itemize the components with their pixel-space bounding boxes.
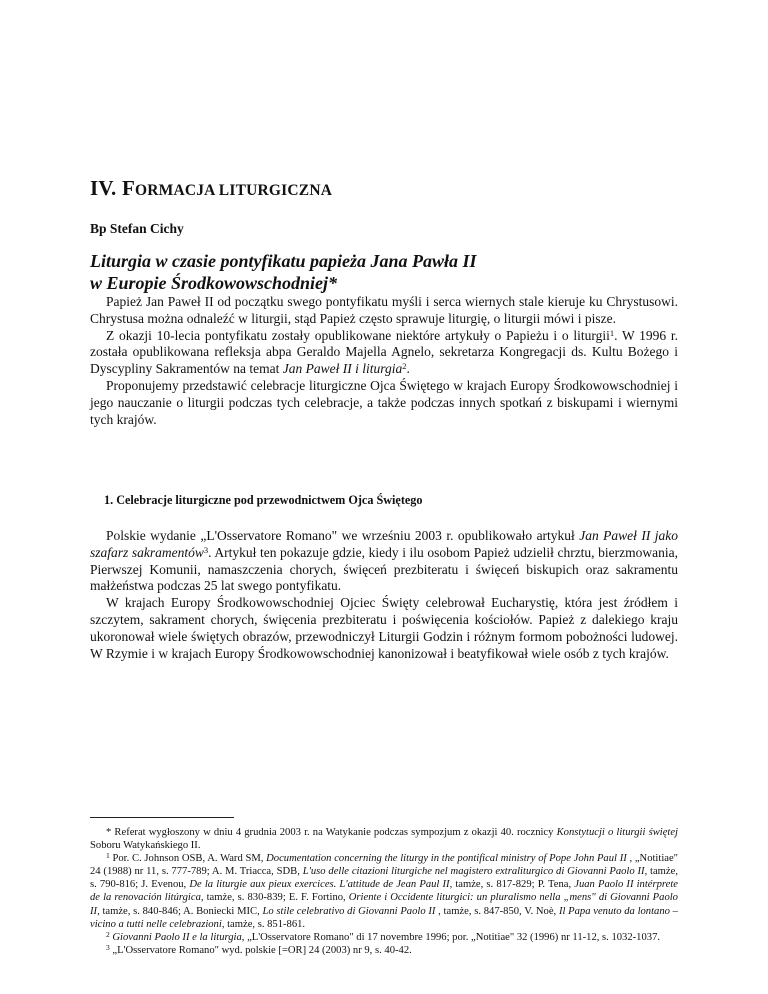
footnote-3: $^3$ „L'Osservatore Romano" wyd. polskie [=OR] 24 (2003) nr 9, s. 40-42. xyxy=(106,942,412,956)
intro-text xyxy=(90,294,678,428)
footnote-2: $^2$ Giovanni Paolo II e la liturgia, „L'Osservatore Romano" di 17 novembre 1996; por. „Notitiae" 32 (1996) nr 11-12, s. 1032-1037. xyxy=(106,929,661,943)
footnote-ref-2: 2 xyxy=(402,361,407,372)
intro-paragraph-1: Papież Jan Paweł II od początku swego pontyfikatu myśli i serca wiernych stale kieruje ku Chrystusowi. Chrystusa można odnaleźć w liturgii, stąd Papież często sprawuje liturgię, o liturgii mówi i pisze. xyxy=(90,294,678,326)
chapter-title-initial: F xyxy=(121,176,135,200)
footnotes xyxy=(90,826,678,957)
article-title-line-2: w Europie Środkowowschodniej* xyxy=(90,273,338,293)
footnote-star: * Referat wygłoszony w dniu 4 grudnia 2003 r. na Watykanie podczas sympozjum z okazji 40. rocznicy Konstytucji o liturgii świętej Soboru Watykańskiego II. xyxy=(90,827,678,852)
italic-title: Jan Paweł II i liturgia xyxy=(282,361,403,377)
section-heading: 1. Celebracje liturgiczne pod przewodnictwem Ojca Świętego xyxy=(104,493,423,507)
chapter-number: IV. xyxy=(90,176,117,200)
section-1-paragraph-1: Polskie wydanie „L'Osservatore Romano" we wrześniu 2003 r. opublikowało artykuł Jan Paweł II jako szafarz sakramentów$^3$. Artykuł ten pokazuje gdzie, kiedy i ilu osobom Papież udzielił chrztu, bierzmowania, Pierwszej Komunii, namaszczenia chorych, święceń prezbiteratu i święceń biskupich oraz sakramentu małżeństwa podczas 25 lat swego pontyfikatu. xyxy=(90,528,679,594)
footnote-ref-3: 3 xyxy=(203,544,209,555)
intro-paragraph-3: Proponujemy przedstawić celebracje liturgiczne Ojca Świętego w krajach Europy Środkowowschodniej i jego nauczanie o liturgii podczas tych celebracje, a także podczas innych spotkań z biskupami i wiernymi tych krajów. xyxy=(90,377,678,427)
footnote-divider xyxy=(90,817,234,818)
footnote-1: $^1$ Por. C. Johnson OSB, A. Ward SM, Documentation concerning the liturgy in the pontifical ministry of Pope John Paul II , „Notitiae" 24 (1988) nr 11, s. 777-789; A. M. Triacca, SDB, L'uso delle citazioni liturgiche nel magistero extraliturgico di Giovanni Paolo II, tamże, s. 790-816; J. Evenou, De la liturgie aux pieux exercices. L'attitude de Jean Paul II, tamże, s. 817-829; P. Tena, Juan Paolo II intérprete de la renovación litúrgica, tamże, s. 830-839; E. F. Fortino, Oriente i Occidente liturgici: un pluralismo nella „mens" di Giovanni Paolo II, tamże, s. 840-846; A. Boniecki MIC, Lo stile celebrativo di Giovanni Paolo II , tamże, s. 847-850, V. Noè, Il Papa venuto da lontano – vicino a tutti nelle celebrazioni, tamże, s. 851-861. xyxy=(90,851,678,930)
section-1-text xyxy=(90,528,678,662)
author-name: Bp Stefan Cichy xyxy=(90,221,184,236)
intro-paragraph-2: Z okazji 10-lecia pontyfikatu zostały opublikowane niektóre artykuły o Papieżu i o liturgii$^1$. W 1996 r. została opublikowana refleksja abpa Geraldo Majella Agnelo, sekretarza Kongregacji ds. Kultu Bożego i Dyscypliny Sakramentów na temat Jan Paweł II i liturgia$^2$. xyxy=(90,327,678,377)
article-title-line-1: Liturgia w czasie pontyfikatu papieża Jana Pawła II xyxy=(90,251,477,271)
article-title xyxy=(90,250,690,294)
footnote-ref-1: 1 xyxy=(609,327,615,338)
section-1-paragraph-2: W krajach Europy Środkowowschodniej Ojciec Święty celebrował Eucharystię, która jest źródłem i szczytem, sakrament chorych, święcenia prezbiteratu i poświęcenia kościołów. Papież z dalekiego kraju ukoronował wiele świętych obrazów, przewodniczył Liturgii Godzin i różnym formom pobożności ludowej. W Rzymie i w krajach Europy Środkowowschodniej kanonizował i beatyfikował wiele osób z tych krajów. xyxy=(90,595,678,661)
chapter-title-smallcaps: ORMACJA LITURGICZNA xyxy=(134,182,333,199)
chapter-title xyxy=(90,176,332,201)
italic-title: Jan Paweł II jako szafarz sakramentów xyxy=(90,528,678,560)
